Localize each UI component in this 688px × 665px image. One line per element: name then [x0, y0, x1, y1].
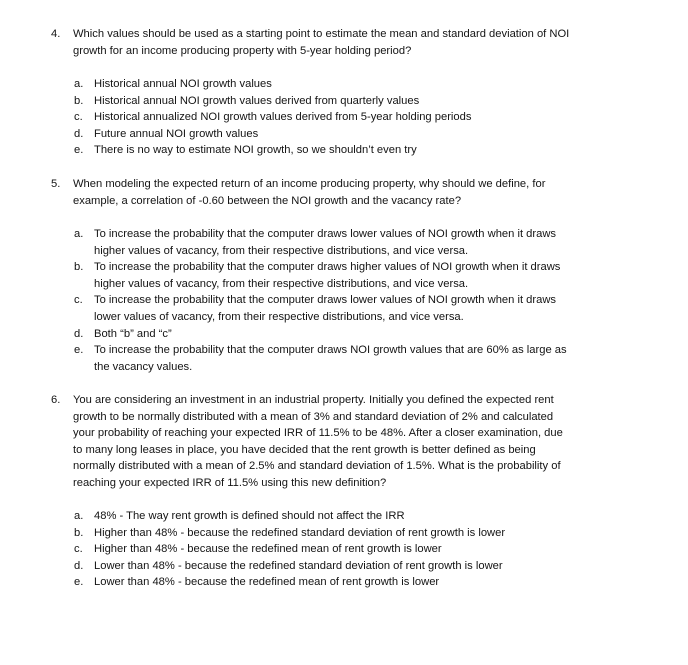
option-6d[interactable] — [0, 558, 688, 575]
option-label: e. — [74, 144, 84, 157]
option-4a[interactable] — [0, 76, 688, 93]
option-label: a. — [74, 510, 84, 522]
options-list-4 — [0, 76, 688, 159]
option-text: Lower than 48% - because the redefined mean of rent growth is lower — [94, 576, 440, 589]
option-text: Historical annualized NOI growth values derived from 5-year holding periods — [94, 111, 472, 124]
option-text: Lower than 48% - because the redefined standard deviation of rent growth is lower — [94, 559, 503, 572]
option-5b[interactable] — [0, 259, 688, 292]
option-label: e. — [74, 576, 84, 589]
option-label: b. — [74, 94, 84, 107]
option-label: d. — [74, 127, 84, 140]
option-4d[interactable] — [0, 126, 688, 143]
options-list-6 — [0, 508, 688, 591]
option-text: Future annual NOI growth values — [94, 127, 259, 140]
option-text: 48% - The way rent growth is defined should not affect the IRR — [94, 510, 405, 522]
question-number: 6. — [51, 394, 61, 406]
option-label: b. — [74, 526, 84, 539]
option-text: Historical annual NOI growth values — [94, 78, 272, 90]
option-label: a. — [74, 228, 84, 240]
option-label: b. — [74, 261, 84, 274]
option-6a[interactable] — [0, 508, 688, 525]
option-4c[interactable] — [0, 109, 688, 126]
question-text: Which values should be used as a starting point to estimate the mean and standard deviation of NOI growth for an income producing property with 5-year holding period? — [73, 28, 570, 57]
question-text: You are considering an investment in an industrial property. Initially you defined the expected rent growth to be normally distributed with a mean of 3% and standard deviation of 2% and calculated your probability of reaching your expected IRR of 11.5% to be 48%. After a closer examination, due to many long leases in place, you have decided that the rent growth is better defined as being normally distributed with a mean of 2.5% and standard deviation of 1.5%. What is the probability of reaching your expected IRR of 11.5% using this new definition? — [73, 394, 563, 489]
option-5e[interactable] — [0, 342, 688, 375]
option-6b[interactable] — [0, 525, 688, 542]
option-text: There is no way to estimate NOI growth, so we shouldn’t even try — [94, 144, 417, 157]
question-text: When modeling the expected return of an income producing property, why should we define, for example, a correlation of -0.60 between the NOI growth and the vacancy rate? — [73, 178, 546, 207]
option-5a[interactable] — [0, 226, 688, 259]
options-list-5 — [0, 226, 688, 375]
option-4e[interactable] — [0, 142, 688, 159]
option-label: d. — [74, 327, 84, 340]
option-text: Historical annual NOI growth values derived from quarterly values — [94, 94, 420, 107]
option-text: Both “b” and “c” — [94, 327, 172, 340]
option-label: c. — [74, 543, 83, 556]
option-6c[interactable] — [0, 541, 688, 558]
option-5c[interactable] — [0, 292, 688, 325]
option-label: e. — [74, 344, 84, 357]
question-number: 5. — [51, 178, 61, 190]
option-label: d. — [74, 559, 84, 572]
option-6e[interactable] — [0, 574, 688, 591]
option-label: c. — [74, 111, 83, 124]
option-text: To increase the probability that the computer draws lower values of NOI growth when it draws higher values of vacancy, from their respective distributions, and vice versa. — [94, 228, 557, 257]
option-text: To increase the probability that the computer draws NOI growth values that are 60% as large as the vacancy values. — [94, 344, 567, 373]
option-text: To increase the probability that the computer draws higher values of NOI growth when it draws higher values of vacancy, from their respective distributions, and vice versa. — [94, 261, 561, 290]
option-4b[interactable] — [0, 93, 688, 110]
question-number: 4. — [51, 28, 61, 40]
option-label: c. — [74, 294, 83, 307]
option-text: Higher than 48% - because the redefined standard deviation of rent growth is lower — [94, 526, 506, 539]
option-label: a. — [74, 78, 84, 90]
option-text: Higher than 48% - because the redefined mean of rent growth is lower — [94, 543, 442, 556]
option-5d[interactable] — [0, 326, 688, 343]
option-text: To increase the probability that the computer draws lower values of NOI growth when it draws lower values of vacancy, from their respective distributions, and vice versa. — [94, 294, 557, 323]
